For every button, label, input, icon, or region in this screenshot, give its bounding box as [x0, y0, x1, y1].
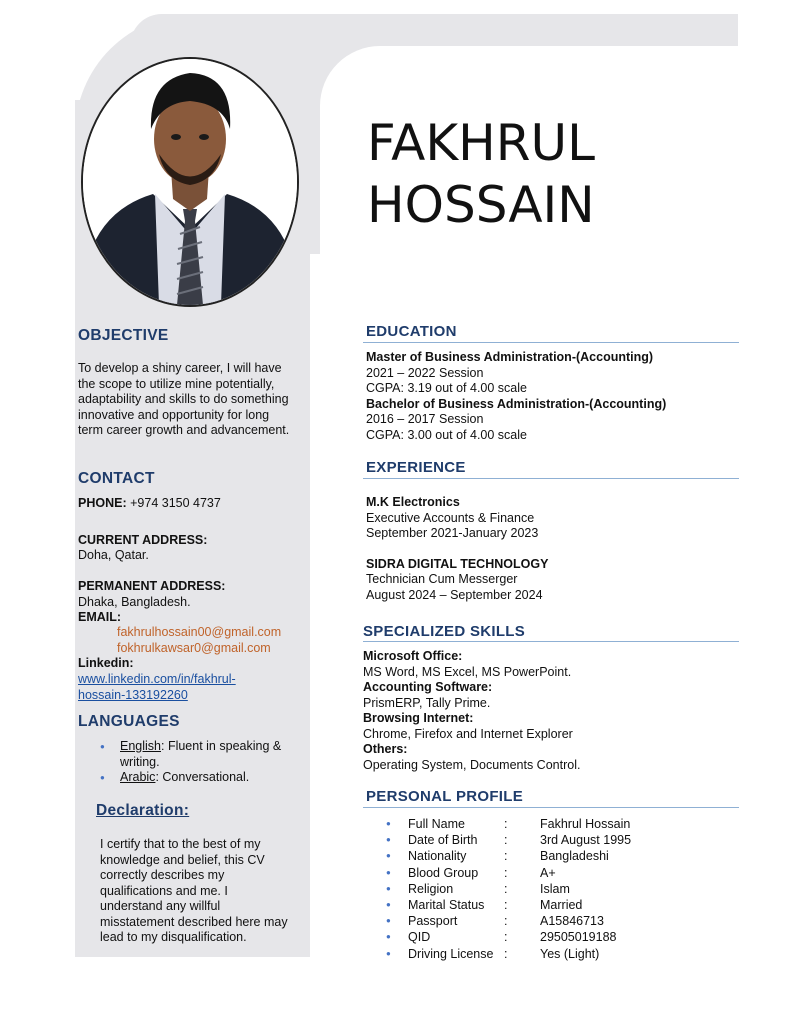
job-role: Executive Accounts & Finance [366, 510, 535, 525]
skill-group-title: Browsing Internet: [363, 711, 474, 725]
profile-value: Bangladeshi [540, 849, 609, 864]
skills-heading: SPECIALIZED SKILLS [363, 623, 526, 640]
objective-heading: OBJECTIVE [78, 327, 169, 344]
degree-cgpa: CGPA: 3.00 out of 4.00 scale [366, 427, 527, 442]
header-band [130, 14, 738, 46]
candidate-name [367, 112, 595, 236]
current-address-label: CURRENT ADDRESS: [78, 533, 208, 547]
degree-session: 2021 – 2022 Session [366, 365, 484, 380]
skill-group-title: Accounting Software: [363, 680, 493, 694]
profile-label: Date of Birth [408, 833, 478, 848]
profile-value: Islam [540, 881, 570, 896]
degree-title: Master of Business Administration-(Accounting) [366, 350, 654, 364]
phone-label: PHONE: [78, 496, 127, 510]
skill-group-title: Others: [363, 742, 408, 756]
profile-value: Yes (Light) [540, 946, 600, 961]
profile-heading: PERSONAL PROFILE [366, 788, 524, 805]
profile-rule [363, 807, 739, 808]
profile-label: Marital Status [408, 898, 485, 913]
language-desc: : Conversational. [155, 770, 250, 784]
permanent-address: Dhaka, Bangladesh. [78, 595, 191, 609]
skill-group-text: Chrome, Firefox and Internet Explorer [363, 726, 573, 741]
first-name: FAKHRUL [367, 114, 595, 172]
email-primary[interactable]: fakhrulhossain00@gmail.com [117, 625, 282, 639]
languages-list [100, 739, 300, 786]
profile-photo-illustration [83, 59, 297, 305]
email-secondary[interactable]: fokhrulkawsar0@gmail.com [117, 641, 271, 655]
degree-cgpa: CGPA: 3.19 out of 4.00 scale [366, 381, 527, 395]
skill-group-text: PrismERP, Tally Prime. [363, 695, 491, 710]
degree-session: 2016 – 2017 Session [366, 412, 484, 426]
profile-value: Fakhrul Hossain [540, 817, 631, 831]
linkedin-link[interactable] [78, 672, 236, 703]
job-period: August 2024 – September 2024 [366, 587, 543, 602]
skill-group-title: Microsoft Office: [363, 649, 463, 663]
profile-label: Nationality [408, 849, 467, 864]
education-heading: EDUCATION [366, 323, 457, 340]
education-list [366, 350, 736, 443]
profile-row: ● Passport : A15846713 [386, 914, 604, 929]
company-name: M.K Electronics [366, 495, 460, 509]
profile-label: Blood Group [408, 865, 479, 880]
profile-row: ● Blood Group : A+ [386, 865, 556, 880]
degree-title: Bachelor of Business Administration-(Accounting) [366, 396, 667, 411]
job-period: September 2021-January 2023 [366, 526, 539, 540]
experience-rule [363, 478, 739, 479]
profile-label: Religion [408, 881, 454, 896]
profile-value: 29505019188 [540, 930, 617, 945]
profile-photo [81, 57, 299, 307]
skills-rule [363, 641, 739, 642]
job-role: Technician Cum Messerger [366, 572, 518, 586]
profile-value: A15846713 [540, 914, 604, 929]
profile-row: ● QID : 29505019188 [386, 930, 617, 945]
profile-label: Driving License [408, 946, 494, 961]
linkedin-url-line1[interactable]: www.linkedin.com/in/fakhrul- [78, 672, 236, 686]
skill-group-text: MS Word, MS Excel, MS PowerPoint. [363, 664, 572, 679]
profile-value: 3rd August 1995 [540, 833, 632, 848]
experience-list [366, 495, 736, 603]
objective-text: To develop a shiny career, I will have the scope to utilize mine potentially, adaptability and skills to do something innovative and opportunity for long term career growth and advancement. [78, 361, 290, 437]
linkedin-label: Linkedin: [78, 656, 134, 670]
profile-table [386, 816, 746, 962]
language-desc: : Fluent in speaking & writing. [120, 739, 282, 769]
declaration-heading: Declaration: [96, 802, 190, 819]
profile-value: Married [540, 898, 583, 913]
profile-row: ● Marital Status : Married [386, 898, 583, 913]
contact-heading: CONTACT [78, 470, 155, 487]
profile-row: ● Nationality : Bangladeshi [386, 849, 609, 864]
language-item [100, 739, 300, 770]
profile-row: ● Full Name : Fakhrul Hossain [386, 817, 631, 831]
profile-label: Full Name [408, 817, 465, 831]
company-name: SIDRA DIGITAL TECHNOLOGY [366, 556, 549, 571]
language-name: English [120, 739, 161, 753]
last-name: HOSSAIN [367, 176, 595, 234]
experience-heading: EXPERIENCE [366, 459, 466, 476]
profile-value: A+ [540, 865, 556, 880]
language-item [100, 770, 300, 786]
languages-heading: LANGUAGES [78, 713, 180, 730]
education-rule [363, 342, 739, 343]
profile-label: QID [408, 930, 431, 945]
skills-list [363, 649, 733, 773]
skill-group-text: Operating System, Documents Control. [363, 757, 581, 772]
permanent-address-label: PERMANENT ADDRESS: [78, 579, 226, 593]
profile-label: Passport [408, 914, 458, 929]
declaration-text: I certify that to the best of my knowledge and belief, this CV correctly describes my qualifications and me. I understand any willful misstatement described here may lead to my disqualification. [100, 837, 288, 944]
phone-line [78, 496, 221, 512]
phone-value: +974 3150 4737 [130, 496, 221, 510]
profile-row: ● Date of Birth : 3rd August 1995 [386, 833, 632, 848]
email-label: EMAIL: [78, 610, 122, 624]
profile-row: ● Driving License : Yes (Light) [386, 946, 600, 961]
linkedin-url-line2[interactable]: hossain-133192260 [78, 687, 188, 702]
language-name: Arabic [120, 770, 156, 784]
profile-row: ● Religion : Islam [386, 881, 570, 896]
current-address: Doha, Qatar. [78, 548, 149, 562]
